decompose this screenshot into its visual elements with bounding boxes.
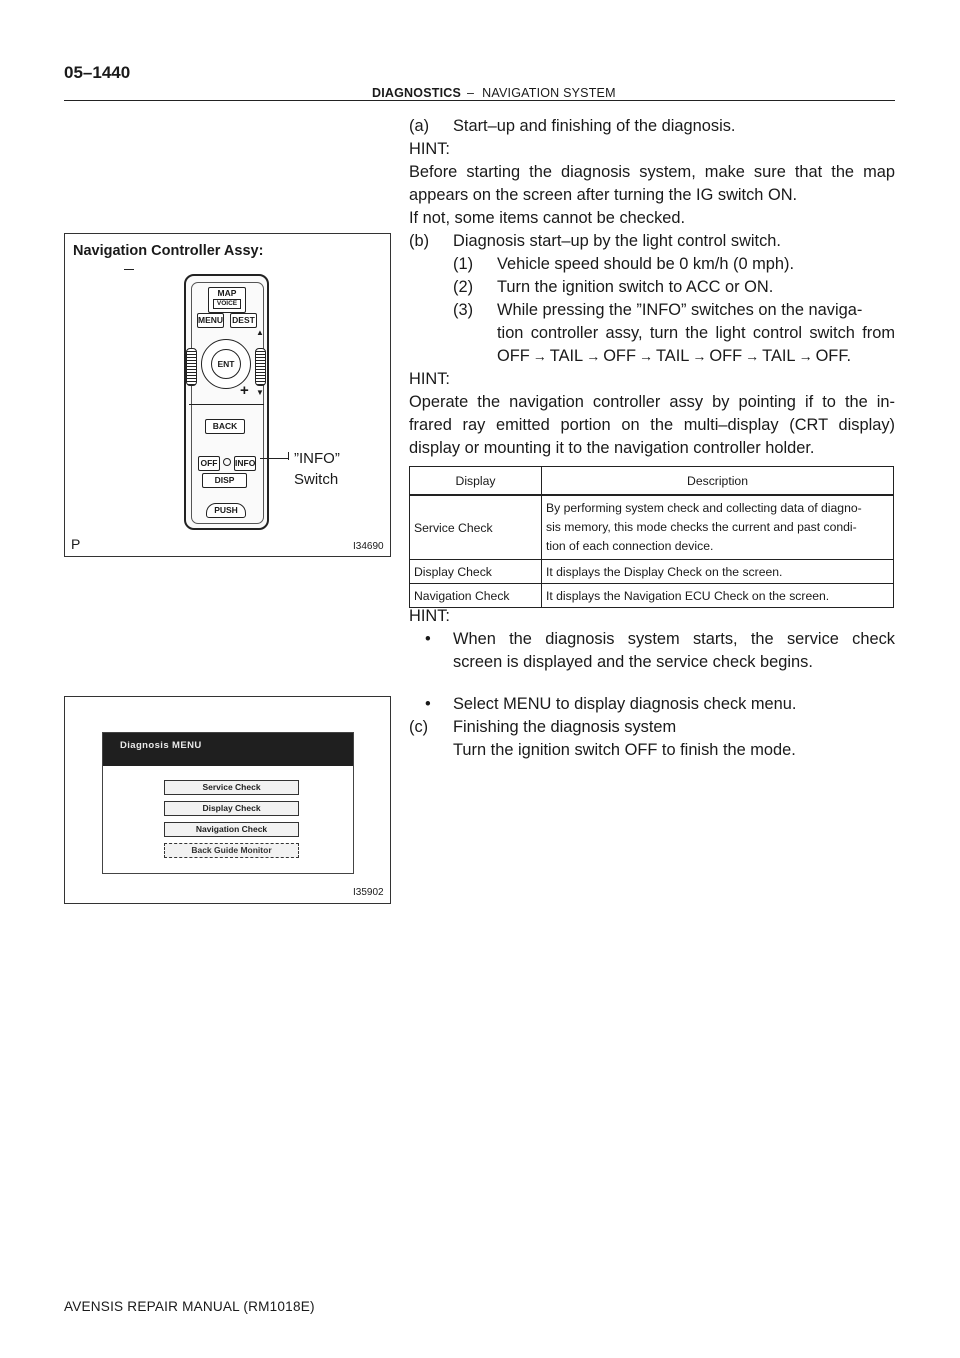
navigation-controller-figure bbox=[64, 233, 391, 557]
off-button: OFF bbox=[198, 456, 220, 471]
up-arrow-icon: ▲ bbox=[256, 328, 264, 337]
callout-line bbox=[260, 458, 288, 459]
display-table bbox=[409, 466, 894, 608]
figure-title: Navigation Controller Assy: bbox=[73, 243, 264, 259]
figure-code: I35902 bbox=[353, 887, 384, 898]
hint2-line3: display or mounting it to the navigation controller holder. bbox=[409, 439, 815, 457]
bullet2: Select MENU to display diagnosis check menu. bbox=[453, 695, 797, 713]
step-b2: (2) Turn the ignition switch to ACC or ON. bbox=[453, 278, 774, 296]
display-check-button[interactable]: Display Check bbox=[164, 801, 299, 816]
table-cell-description: By performing system check and collecting data of diagno- sis memory, this mode checks the current and past condi- tion of each connection device. bbox=[542, 495, 894, 560]
callout-line bbox=[288, 452, 289, 460]
table-cell-display: Display Check bbox=[410, 560, 542, 584]
down-arrow-icon: ▼ bbox=[256, 388, 264, 397]
hint1-label: HINT: bbox=[409, 140, 450, 158]
menu-button: MENU bbox=[197, 313, 224, 328]
service-check-button[interactable]: Service Check bbox=[164, 780, 299, 795]
step-b: (b) Diagnosis start–up by the light control switch. bbox=[409, 232, 781, 250]
hint1-line3: If not, some items cannot be checked. bbox=[409, 209, 686, 227]
step-b3-line2: tion controller assy, turn the light control switch from bbox=[497, 324, 895, 342]
hint2-line1: Operate the navigation controller assy by pointing if to the in- bbox=[409, 393, 895, 411]
header-rule bbox=[64, 100, 895, 101]
hint3-label: HINT: bbox=[409, 607, 450, 625]
page-number: 05–1440 bbox=[64, 63, 131, 82]
remote-controller bbox=[184, 274, 269, 530]
table-header: Display bbox=[410, 467, 542, 496]
right-scroll-grip bbox=[255, 348, 266, 386]
header-title bbox=[372, 86, 616, 100]
bullet-icon: • bbox=[425, 630, 431, 648]
back-guide-monitor-button[interactable]: Back Guide Monitor bbox=[164, 843, 299, 858]
step-b1: (1) Vehicle speed should be 0 km/h (0 mph). bbox=[453, 255, 795, 273]
disp-button: DISP bbox=[202, 473, 247, 488]
subsection-name: NAVIGATION SYSTEM bbox=[482, 86, 616, 100]
table-row bbox=[410, 584, 894, 608]
step-c-line2: Turn the ignition switch OFF to finish the mode. bbox=[453, 741, 796, 759]
table-header-row bbox=[410, 467, 894, 496]
navigation-check-button[interactable]: Navigation Check bbox=[164, 822, 299, 837]
header-separator: – bbox=[467, 86, 475, 100]
info-switch-callout: ”INFO” Switch bbox=[294, 450, 340, 488]
section-name: DIAGNOSTICS bbox=[372, 86, 462, 100]
hint1-line2: appears on the screen after turning the IG switch ON. bbox=[409, 186, 798, 204]
step-b3: (3) While pressing the ”INFO” switches on the naviga- bbox=[453, 301, 863, 319]
diagnosis-menu-figure bbox=[64, 696, 391, 904]
bullet-icon: • bbox=[425, 695, 431, 713]
indicator-led-icon bbox=[223, 458, 231, 466]
ent-button: ENT bbox=[211, 349, 241, 379]
divider bbox=[189, 404, 264, 405]
diagnosis-screen bbox=[102, 732, 354, 874]
switch-sequence: OFF → TAIL → OFF → TAIL → OFF → TAIL → OFF. bbox=[497, 347, 852, 365]
info-button: INFO bbox=[234, 456, 256, 471]
table-header: Description bbox=[542, 467, 894, 496]
push-button: PUSH bbox=[206, 503, 246, 518]
table-cell-display: Navigation Check bbox=[410, 584, 542, 608]
footer-text: AVENSIS REPAIR MANUAL (RM1018E) bbox=[64, 1299, 315, 1314]
hint2-line2: frared ray emitted portion on the multi–display (CRT display) bbox=[409, 416, 895, 434]
screen-title-bar bbox=[103, 733, 353, 766]
plus-mark: + bbox=[240, 382, 249, 399]
table-row bbox=[410, 495, 894, 560]
hint2-label: HINT: bbox=[409, 370, 450, 388]
voice-button: VOICE bbox=[213, 299, 241, 309]
table-cell-description: It displays the Display Check on the screen. bbox=[542, 560, 894, 584]
step-a: (a) Start–up and finishing of the diagnosis. bbox=[409, 117, 736, 135]
table-cell-display: Service Check bbox=[410, 495, 542, 560]
step-c: (c) Finishing the diagnosis system bbox=[409, 718, 677, 736]
bullet1-line1: When the diagnosis system starts, the service check bbox=[453, 630, 895, 648]
back-button: BACK bbox=[205, 419, 245, 434]
bullet1-line2: screen is displayed and the service check begins. bbox=[453, 653, 813, 671]
figure-code: I34690 bbox=[353, 541, 384, 552]
corner-mark: P bbox=[71, 536, 81, 552]
table-row bbox=[410, 560, 894, 584]
map-button: MAP VOICE bbox=[208, 287, 246, 313]
left-scroll-grip bbox=[186, 348, 197, 386]
screen-title: Diagnosis MENU bbox=[120, 740, 202, 751]
dest-button: DEST bbox=[230, 313, 257, 328]
hint1-line1: Before starting the diagnosis system, make sure that the map bbox=[409, 163, 895, 181]
table-cell-description: It displays the Navigation ECU Check on the screen. bbox=[542, 584, 894, 608]
minus-mark bbox=[124, 269, 134, 270]
